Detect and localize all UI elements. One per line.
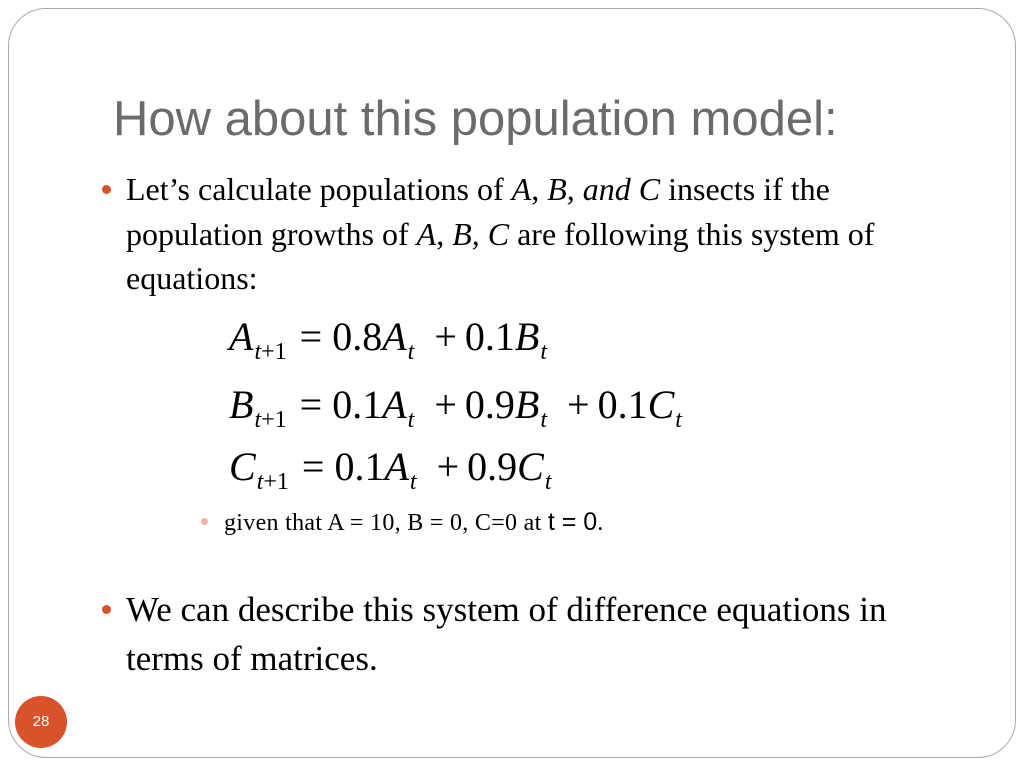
- term-subscript: t: [675, 407, 682, 433]
- text-segment: given that A = 10, B = 0, C=0 at: [224, 510, 548, 536]
- term-subscript: t: [540, 407, 547, 433]
- term-variable: B: [514, 382, 540, 427]
- equals-sign: =: [299, 382, 323, 427]
- equation-lhs-subscript: [254, 328, 286, 376]
- text-segment: .: [597, 510, 604, 536]
- term-subscript: t: [407, 339, 415, 365]
- equation-lhs-variable: B: [229, 382, 254, 427]
- term-variable: C: [647, 382, 675, 427]
- variable-text: B, and C: [547, 171, 661, 207]
- coefficient: 0.1: [597, 382, 648, 427]
- text-segment: are following this system of: [509, 215, 875, 252]
- text-segment: ,: [436, 215, 453, 252]
- bullet-dot-icon: [102, 605, 111, 614]
- equation-lhs-variable: C: [229, 444, 256, 489]
- term-variable: C: [517, 444, 544, 489]
- bullet-1-line: [126, 212, 874, 257]
- equation-c: [229, 443, 552, 497]
- plus-sign: +: [434, 314, 457, 359]
- coefficient: 0.9: [467, 444, 518, 489]
- equation-lhs-subscript: [257, 458, 289, 506]
- bullet-1-line: [126, 167, 874, 212]
- bullet-dot-icon: [102, 185, 111, 194]
- slide-number-badge: 28: [15, 696, 67, 748]
- sub-bullet-text: [224, 507, 604, 538]
- sub-bullet-dot-icon: [201, 518, 208, 525]
- equals-sign: =: [299, 314, 323, 359]
- term-subscript: t: [409, 469, 417, 495]
- subscript-index: t: [254, 407, 262, 433]
- text-segment: insects if the: [660, 171, 830, 207]
- plus-sign: +: [434, 382, 457, 427]
- bullet-2-line: We can describe this system of difference equations in: [126, 590, 887, 629]
- coefficient: 0.1: [464, 314, 515, 359]
- bullet-2-text: [126, 585, 886, 683]
- text-segment: equations:: [126, 260, 258, 296]
- equation-lhs-variable: A: [229, 314, 254, 359]
- coefficient: 0.1: [334, 444, 385, 489]
- equation-a: [229, 313, 547, 367]
- term-subscript: t: [544, 469, 552, 495]
- text-segment: population growths of: [126, 215, 417, 252]
- plus-sign: +: [567, 382, 590, 427]
- variable-text: A: [416, 215, 437, 252]
- text-segment: ,: [531, 171, 548, 207]
- plus-sign: +: [436, 444, 460, 489]
- variable-text: A: [511, 171, 532, 207]
- bullet-1-line: [126, 256, 874, 301]
- subscript-index: t: [254, 339, 262, 365]
- subscript-index: t: [256, 469, 264, 495]
- bullet-1-text: [126, 167, 874, 301]
- term-variable: A: [384, 444, 409, 489]
- equation-b: [229, 381, 682, 435]
- coefficient: 0.9: [464, 382, 515, 427]
- bullet-2-line: terms of matrices.: [126, 639, 378, 678]
- subscript-offset: +1: [261, 339, 287, 365]
- term-variable: A: [382, 382, 407, 427]
- term-subscript: t: [407, 407, 415, 433]
- term-variable: A: [382, 314, 407, 359]
- slide-title: How about this population model:: [113, 92, 838, 146]
- term-subscript: t: [540, 339, 547, 365]
- text-segment: Let’s calculate populations of: [126, 171, 512, 207]
- subscript-offset: +1: [261, 407, 287, 433]
- coefficient: 0.8: [332, 314, 383, 359]
- equals-sign: =: [301, 444, 325, 489]
- equation-lhs-subscript: [254, 396, 286, 444]
- variable-text: B, C: [452, 215, 510, 252]
- subscript-offset: +1: [263, 469, 289, 495]
- term-variable: B: [514, 314, 540, 359]
- coefficient: 0.1: [332, 382, 383, 427]
- text-segment: t = 0: [547, 508, 598, 536]
